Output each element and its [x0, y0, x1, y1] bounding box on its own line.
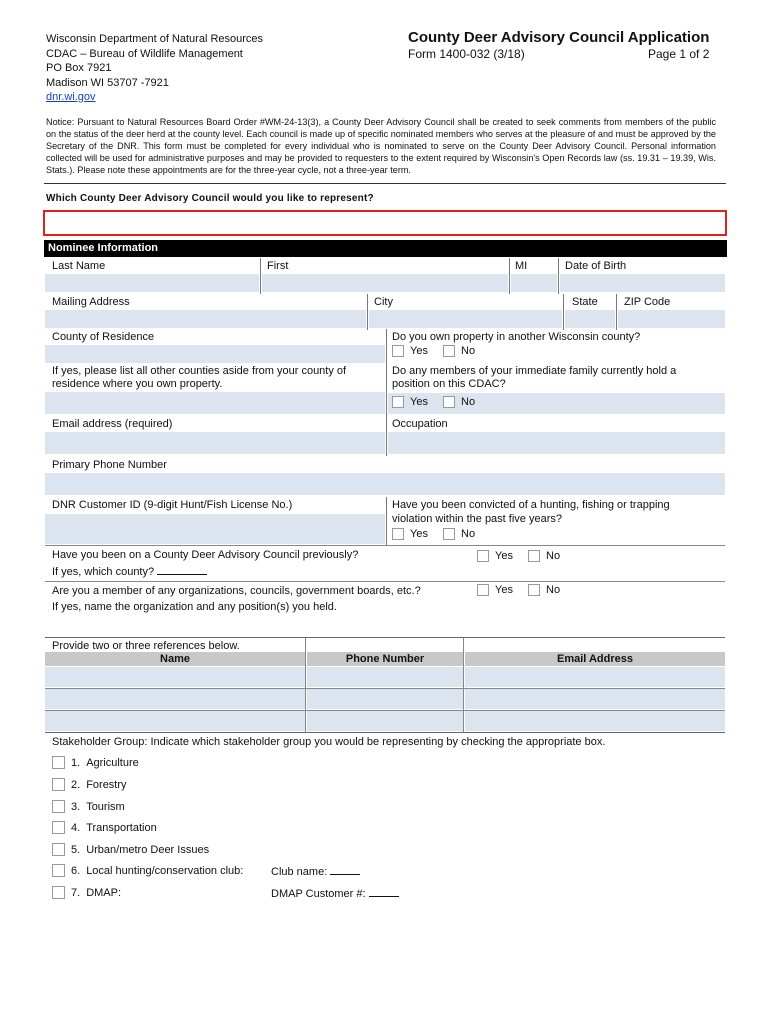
- ref-col-email: Email Address: [465, 652, 725, 666]
- county-residence-field[interactable]: [45, 345, 385, 363]
- ref1-phone-field[interactable]: [307, 667, 463, 687]
- previous-council-question: Have you been on a County Deer Advisory Council previously?: [52, 549, 359, 561]
- privacy-notice: Notice: Pursuant to Natural Resources Board Order #WM-24-13(3), a County Deer Advisory Council shall be created to seek comments from members of the public on the status of the deer herd at the county level. Each council is made up of specific nominated members who serves at the pleasure of and must be approved by the Secretary of the DNR. This form must be completed for every individual who is nominated to serve on the County Deer Advisory Council. Personal information collected will be used for administrative purposes and may be provided to requesters to the extent required by Wisconsin's Open Records law (ss. 19.31 – 19.39, Wis. Stats.). Please note these appointments are for the three-year cycle, not a three-year term.: [46, 117, 716, 175]
- mi-label: MI: [515, 260, 528, 272]
- dmap-customer-label: [271, 887, 399, 901]
- stakeholder-urban-deer[interactable]: [52, 843, 209, 856]
- divider: [616, 294, 617, 330]
- checkbox[interactable]: [477, 550, 489, 562]
- checkbox[interactable]: [52, 800, 65, 813]
- first-name-field[interactable]: [262, 274, 508, 292]
- stakeholder-dmap[interactable]: [52, 886, 121, 899]
- ref1-email-field[interactable]: [465, 667, 725, 687]
- checkbox[interactable]: [52, 821, 65, 834]
- occupation-field[interactable]: [388, 432, 725, 454]
- yes-label: Yes: [495, 584, 513, 596]
- city-line: Madison WI 53707 -7921: [46, 76, 169, 89]
- club-name-label: [271, 865, 360, 879]
- checkbox[interactable]: [392, 396, 404, 408]
- no-label: No: [461, 528, 476, 540]
- phone-field[interactable]: [45, 473, 725, 495]
- stakeholder-tourism[interactable]: [52, 800, 125, 813]
- mailing-address-field[interactable]: [45, 310, 366, 328]
- item-label: Forestry: [86, 778, 127, 791]
- agency-name: Wisconsin Department of Natural Resources: [46, 33, 264, 45]
- convicted-no[interactable]: [443, 528, 475, 540]
- convicted-yes[interactable]: [392, 528, 428, 540]
- no-label: No: [546, 584, 561, 596]
- item-label: Local hunting/conservation club:: [86, 864, 244, 877]
- item-number: 6.: [71, 864, 81, 877]
- stakeholder-forestry[interactable]: [52, 778, 127, 791]
- divider: [305, 638, 306, 732]
- which-county-text: If yes, which county?: [52, 566, 155, 578]
- zip-label: ZIP Code: [624, 296, 671, 308]
- divider: [558, 258, 559, 294]
- divider: [463, 638, 464, 732]
- member-question: Are you a member of any organizations, councils, government boards, etc.?: [52, 585, 421, 597]
- member-organization-field[interactable]: [45, 615, 725, 635]
- item-label: Agriculture: [86, 756, 139, 769]
- other-counties-field[interactable]: [45, 392, 385, 414]
- dob-field[interactable]: [560, 274, 725, 292]
- checkbox[interactable]: [52, 843, 65, 856]
- yes-label: Yes: [410, 345, 428, 357]
- occupation-label: Occupation: [392, 418, 448, 430]
- no-label: No: [546, 550, 561, 562]
- divider: [563, 294, 564, 330]
- checkbox[interactable]: [528, 584, 540, 596]
- stakeholder-hunting-club[interactable]: [52, 864, 243, 877]
- checkbox[interactable]: [443, 345, 455, 357]
- divider: [386, 416, 387, 456]
- other-counties-label-1: If yes, please list all other counties aside from your county of: [52, 365, 347, 377]
- dob-label: Date of Birth: [565, 260, 627, 272]
- previous-council-no[interactable]: [528, 550, 560, 562]
- phone-label: Primary Phone Number: [52, 459, 167, 471]
- checkbox[interactable]: [392, 345, 404, 357]
- checkbox[interactable]: [443, 396, 455, 408]
- item-label: DMAP:: [86, 886, 122, 899]
- item-number: 1.: [71, 756, 81, 769]
- item-number: 2.: [71, 778, 81, 791]
- references-intro: Provide two or three references below.: [52, 640, 240, 652]
- zip-field[interactable]: [618, 310, 725, 328]
- section-header-nominee: Nominee Information: [44, 240, 727, 257]
- ref2-phone-field[interactable]: [307, 689, 463, 709]
- stakeholder-agriculture[interactable]: [52, 756, 139, 769]
- divider: [45, 732, 725, 733]
- family-question-1: Do any members of your immediate family currently hold a: [392, 365, 677, 377]
- checkbox[interactable]: [392, 528, 404, 540]
- family-no[interactable]: [443, 396, 475, 408]
- checkbox[interactable]: [443, 528, 455, 540]
- stakeholder-intro: Stakeholder Group: Indicate which stakeholder group you would be representing by checking the appropriate box.: [52, 736, 606, 748]
- divider: [386, 329, 387, 365]
- customer-id-label: DNR Customer ID (9-digit Hunt/Fish License No.): [52, 499, 293, 511]
- po-box: PO Box 7921: [46, 62, 112, 74]
- yes-label: Yes: [495, 550, 513, 562]
- item-number: 4.: [71, 821, 81, 834]
- divider: [45, 545, 725, 546]
- dnr-website-link[interactable]: dnr.wi.gov: [46, 91, 96, 103]
- first-name-label: First: [267, 260, 289, 272]
- represent-question: Which County Deer Advisory Council would you like to represent?: [46, 193, 374, 204]
- checkbox[interactable]: [528, 550, 540, 562]
- last-name-field[interactable]: [45, 274, 259, 292]
- previous-council-yes[interactable]: [477, 550, 513, 562]
- convicted-question-2: violation within the past five years?: [392, 513, 562, 525]
- member-yes[interactable]: [477, 584, 513, 596]
- divider: [509, 258, 510, 294]
- mailing-address-label: Mailing Address: [52, 296, 130, 308]
- bureau-name: CDAC – Bureau of Wildlife Management: [46, 47, 243, 60]
- which-county-line[interactable]: [157, 574, 207, 575]
- checkbox[interactable]: [52, 778, 65, 791]
- checkbox[interactable]: [52, 864, 65, 877]
- represent-council-input[interactable]: [43, 210, 727, 236]
- mi-field[interactable]: [511, 274, 557, 292]
- item-number: 7.: [71, 886, 81, 899]
- ref-col-name: Name: [45, 652, 305, 666]
- ref2-name-field[interactable]: [45, 689, 305, 709]
- last-name-label: Last Name: [52, 260, 106, 272]
- own-property-question: Do you own property in another Wisconsin county?: [392, 331, 641, 343]
- ref-col-phone: Phone Number: [307, 652, 463, 666]
- ref2-email-field[interactable]: [465, 689, 725, 709]
- no-label: No: [461, 345, 476, 357]
- checkbox[interactable]: [52, 756, 65, 769]
- email-label: Email address (required): [52, 418, 173, 430]
- convicted-question-1: Have you been convicted of a hunting, fishing or trapping: [392, 499, 670, 511]
- divider: [260, 258, 261, 294]
- city-label: City: [374, 296, 393, 308]
- member-no[interactable]: [528, 584, 560, 596]
- club-name-line[interactable]: [330, 874, 360, 875]
- other-counties-label-2: residence where you own property.: [52, 378, 223, 390]
- divider: [386, 363, 387, 417]
- divider: [45, 581, 725, 582]
- family-yes[interactable]: [392, 396, 428, 408]
- ref1-name-field[interactable]: [45, 667, 305, 687]
- club-name-text: Club name:: [271, 866, 328, 878]
- item-label: Transportation: [86, 821, 157, 834]
- customer-id-field[interactable]: [45, 514, 385, 544]
- divider: [367, 294, 368, 330]
- divider: [45, 637, 725, 638]
- dmap-customer-line[interactable]: [369, 896, 399, 897]
- item-number: 5.: [71, 843, 81, 856]
- ref3-name-field[interactable]: [45, 711, 305, 731]
- item-label: Urban/metro Deer Issues: [86, 843, 210, 856]
- item-label: Tourism: [86, 800, 125, 813]
- ref3-email-field[interactable]: [465, 711, 725, 731]
- item-number: 3.: [71, 800, 81, 813]
- no-label: No: [461, 396, 476, 408]
- previous-council-which-label: [52, 565, 207, 579]
- family-question-2: position on this CDAC?: [392, 378, 506, 390]
- own-property-no[interactable]: [443, 345, 475, 357]
- family-answer-area: [388, 393, 725, 414]
- page-number: Page 1 of 2: [648, 47, 710, 61]
- divider: [386, 497, 387, 545]
- checkbox[interactable]: [52, 886, 65, 899]
- yes-label: Yes: [410, 528, 428, 540]
- city-field[interactable]: [369, 310, 562, 328]
- dmap-customer-text: DMAP Customer #:: [271, 888, 366, 900]
- form-number: Form 1400-032 (3/18): [408, 47, 525, 61]
- stakeholder-transportation[interactable]: [52, 821, 157, 834]
- ref3-phone-field[interactable]: [307, 711, 463, 731]
- form-title: County Deer Advisory Council Application: [408, 29, 710, 46]
- divider: [44, 183, 726, 184]
- email-field[interactable]: [45, 432, 385, 454]
- county-residence-label: County of Residence: [52, 331, 155, 343]
- yes-label: Yes: [410, 396, 428, 408]
- agency-address-block: [46, 32, 263, 105]
- own-property-yes[interactable]: [392, 345, 428, 357]
- state-field[interactable]: [565, 310, 615, 328]
- checkbox[interactable]: [477, 584, 489, 596]
- state-label: State: [572, 296, 598, 308]
- member-which-label: If yes, name the organization and any position(s) you held.: [52, 601, 337, 613]
